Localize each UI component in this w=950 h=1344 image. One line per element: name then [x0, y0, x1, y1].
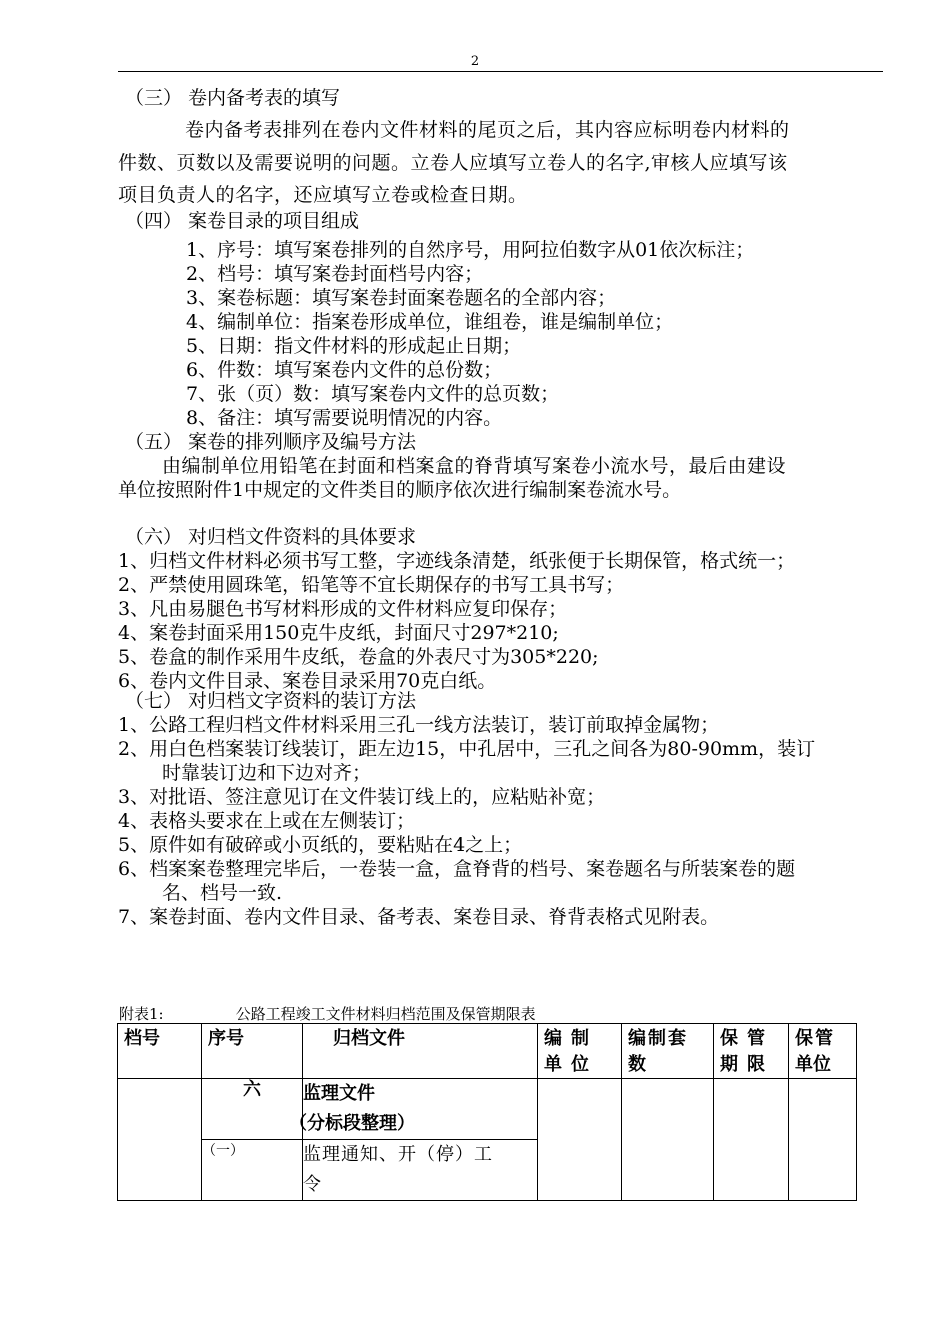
header-compiling-unit: 编制 单位: [538, 1024, 622, 1079]
section-6-item: 2、严禁使用圆珠笔，铅笔等不宜长期保存的书写工具书写；: [118, 574, 625, 596]
cell-custodian-unit: [789, 1079, 857, 1201]
section-7-item: 5、原件如有破碎或小页纸的，要粘贴在4之上；: [118, 834, 523, 856]
section-6-item: 4、案卷封面采用150克牛皮纸，封面尺寸297*210;: [118, 622, 559, 644]
appendix-label: 附表1:: [119, 1005, 164, 1023]
section-7-item: 1、公路工程归档文件材料采用三孔一线方法装订，装订前取掉金属物；: [118, 714, 720, 736]
section-4-item: 1、序号：填写案卷排列的自然序号，用阿拉伯数字从01依次标注；: [186, 239, 755, 261]
cell-sequence-number: 六: [202, 1079, 303, 1140]
header-rule: [118, 71, 883, 72]
appendix-caption: [119, 1003, 536, 1024]
section-6-item: 3、凡由易腿色书写材料形成的文件材料应复印保存；: [118, 598, 568, 620]
table-row: [118, 1079, 857, 1140]
section-7-item: 4、表格头要求在上或在左侧装订；: [118, 810, 416, 832]
supervision-files-subtitle: （分标段整理）: [289, 1113, 415, 1134]
section-7-item: 7、案卷封面、卷内文件目录、备考表、案卷目录、脊背表格式见附表。: [118, 906, 720, 928]
section-6-item: 1、归档文件材料必须书写工整，字迹线条清楚，纸张便于长期保管，格式统一；: [118, 550, 796, 572]
section-3-body-line: 件数、页数以及需要说明的问题。立卷人应填写立卷人的名字,审核人应填写该: [118, 152, 788, 174]
section-4-item: 3、案卷标题：填写案卷封面案卷题名的全部内容；: [186, 287, 617, 309]
section-6-item: 6、卷内文件目录、案卷目录采用70克白纸。: [118, 670, 497, 692]
section-6-item: 5、卷盒的制作采用牛皮纸，卷盒的外表尺寸为305*220;: [118, 646, 599, 668]
section-7-heading: （七） 对归档文字资料的装订方法: [125, 690, 417, 712]
section-4-item: 5、日期：指文件材料的形成起止日期；: [186, 335, 522, 357]
archive-range-table: [117, 1023, 857, 1201]
header-retention-period: 保管 期限: [714, 1024, 789, 1079]
cell-archived-file-title: [289, 1079, 538, 1140]
section-5-heading: （五） 案卷的排列顺序及编号方法: [125, 431, 417, 453]
section-3-body-line: 项目负责人的名字，还应填写立卷或检查日期。: [118, 184, 528, 206]
section-4-item: 2、档号：填写案卷封面档号内容；: [186, 263, 484, 285]
cell-archived-file: 监理通知、开（停）工 令: [303, 1140, 538, 1201]
section-4-heading: （四） 案卷目录的项目组成: [125, 210, 360, 232]
section-4-item: 6、件数：填写案卷内文件的总份数；: [186, 359, 503, 381]
supervision-files-title: 监理文件: [303, 1083, 375, 1104]
section-7-item: 2、用白色档案装订线装订，距左边15，中孔居中，三孔之间各为80-90mm，装订: [118, 738, 816, 760]
section-4-item: 4、编制单位：指案卷形成单位，谁组卷，谁是编制单位；: [186, 311, 674, 333]
cell-copies: [622, 1079, 714, 1201]
cell-retention-period: [714, 1079, 789, 1201]
header-custodian-unit: 保管 单位: [789, 1024, 857, 1079]
section-7-item: 名、档号一致.: [162, 882, 283, 904]
appendix-title: 公路工程竣工文件材料归档范围及保管期限表: [235, 1005, 536, 1023]
section-7-item: 时靠装订边和下边对齐；: [162, 762, 372, 784]
section-7-item: 3、对批语、签注意见订在文件装订线上的，应粘贴补宽；: [118, 786, 606, 808]
header-sequence-number: 序号: [202, 1024, 303, 1079]
section-5-body-line: 单位按照附件1中规定的文件类目的顺序依次进行编制案卷流水号。: [118, 479, 682, 501]
cell-archive-number: [118, 1079, 202, 1201]
section-6-heading: （六） 对归档文件资料的具体要求: [125, 526, 417, 548]
cell-sequence-number: （一）: [202, 1140, 303, 1201]
cell-compiling-unit: [538, 1079, 622, 1201]
section-3-heading: （三） 卷内备考表的填写: [125, 87, 341, 109]
section-4-item: 8、备注：填写需要说明情况的内容。: [186, 407, 503, 429]
header-copies: 编制套 数: [622, 1024, 714, 1079]
section-5-body-line: 由编制单位用铅笔在封面和档案盒的脊背填写案卷小流水号，最后由建设: [162, 455, 787, 477]
header-archived-file: 归档文件: [303, 1024, 538, 1079]
section-3-body-line: 卷内备考表排列在卷内文件材料的尾页之后，其内容应标明卷内材料的: [185, 119, 790, 141]
section-7-item: 6、档案案卷整理完毕后，一卷装一盒，盒脊背的档号、案卷题名与所装案卷的题: [118, 858, 796, 880]
header-archive-number: 档号: [118, 1024, 202, 1079]
section-4-item: 7、张（页）数：填写案卷内文件的总页数；: [186, 383, 560, 405]
table-header-row: [118, 1024, 857, 1079]
page-number: 2: [470, 54, 480, 69]
